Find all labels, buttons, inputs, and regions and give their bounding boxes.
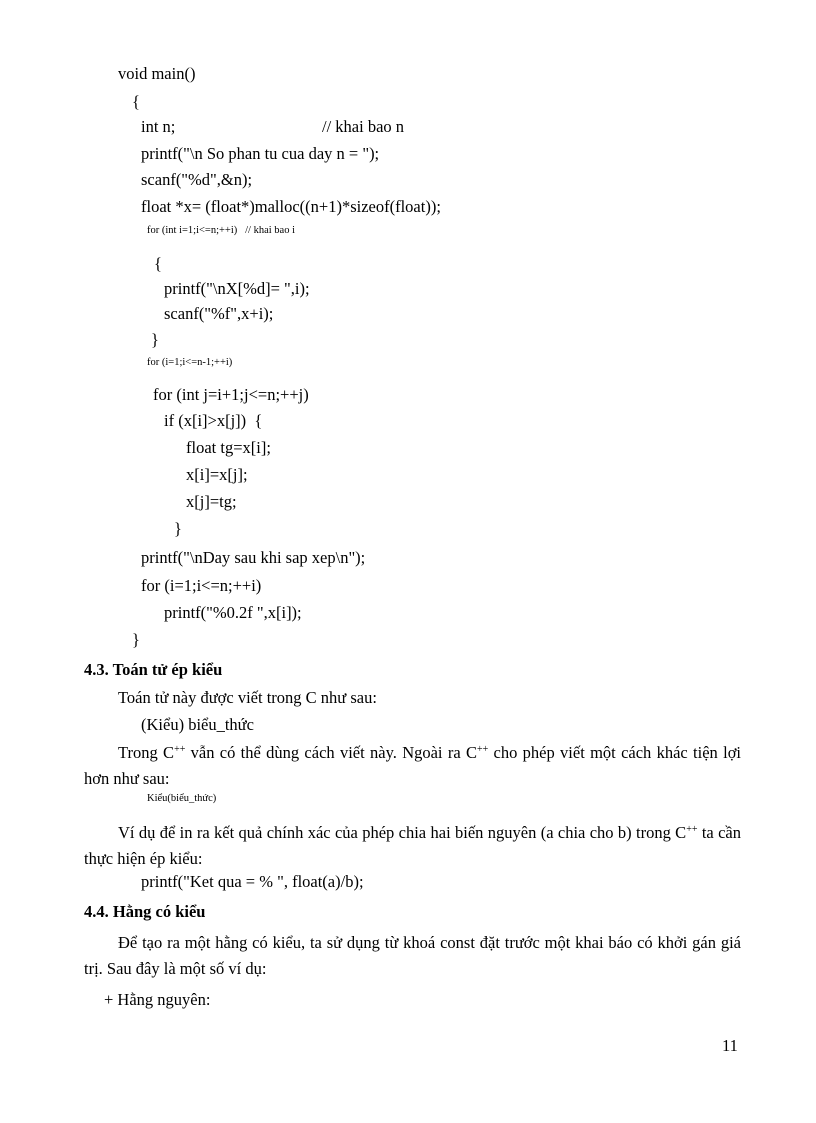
code-line: } <box>151 330 159 349</box>
paragraph: Để tạo ra một hằng có kiểu, ta sử dụng từ khoá const đặt trước một khai báo có khởi gán giá trị. Sau đây là một số ví dụ: <box>84 933 741 978</box>
code-line: } <box>174 519 182 538</box>
paragraph: Toán tử này được viết trong C như sau: <box>118 688 377 707</box>
code-line: printf("\nX[%d]= ",i); <box>164 279 310 298</box>
syntax-line: (Kiểu) biểu_thức <box>141 715 254 734</box>
paragraph: Trong C++ vẫn có thể dùng cách viết này. Ngoài ra C++ cho phép viết một cách khác tiện lợi hơn như sau: <box>84 743 741 788</box>
code-line: for (i=1;i<=n-1;++i) <box>147 357 233 368</box>
code-line: { <box>154 254 162 273</box>
code-line: void main() <box>118 64 196 83</box>
code-line: for (int i=1;i<=n;++i) // khai bao i <box>147 225 296 236</box>
code-line: for (int j=i+1;j<=n;++j) <box>153 385 309 404</box>
page-number: 11 <box>722 1036 738 1055</box>
code-line: for (i=1;i<=n;++i) <box>141 576 262 595</box>
code-comment: // khai bao n <box>322 117 405 136</box>
code-line: x[j]=tg; <box>186 492 237 511</box>
paragraph: Ví dụ để in ra kết quả chính xác của phép chia hai biến nguyên (a chia cho b) trong C++ ta cần thực hiện ép kiểu: <box>84 823 741 868</box>
code-line: printf("\nDay sau khi sap xep\n"); <box>141 548 366 567</box>
code-line: scanf("%f",x+i); <box>164 304 274 323</box>
code-line: float *x= (float*)malloc((n+1)*sizeof(float)); <box>141 197 441 216</box>
code-line: { <box>132 92 140 111</box>
example-line: printf("Ket qua = % ", float(a)/b); <box>141 872 364 891</box>
code-line: printf("\n So phan tu cua day n = "); <box>141 144 380 163</box>
code-line: scanf("%d",&n); <box>141 170 253 189</box>
section-heading: 4.3. Toán tử ép kiểu <box>84 660 223 679</box>
code-line: if (x[i]>x[j]) { <box>164 411 263 430</box>
list-item: + Hằng nguyên: <box>104 990 211 1009</box>
syntax-line: Kiểu(biểu_thức) <box>147 793 217 804</box>
section-heading: 4.4. Hằng có kiểu <box>84 902 206 921</box>
code-line: } <box>132 630 140 649</box>
code-line: x[i]=x[j]; <box>186 465 248 484</box>
code-line: int n; <box>141 117 176 136</box>
code-line: printf("%0.2f ",x[i]); <box>164 603 302 622</box>
code-line: float tg=x[i]; <box>186 438 271 457</box>
